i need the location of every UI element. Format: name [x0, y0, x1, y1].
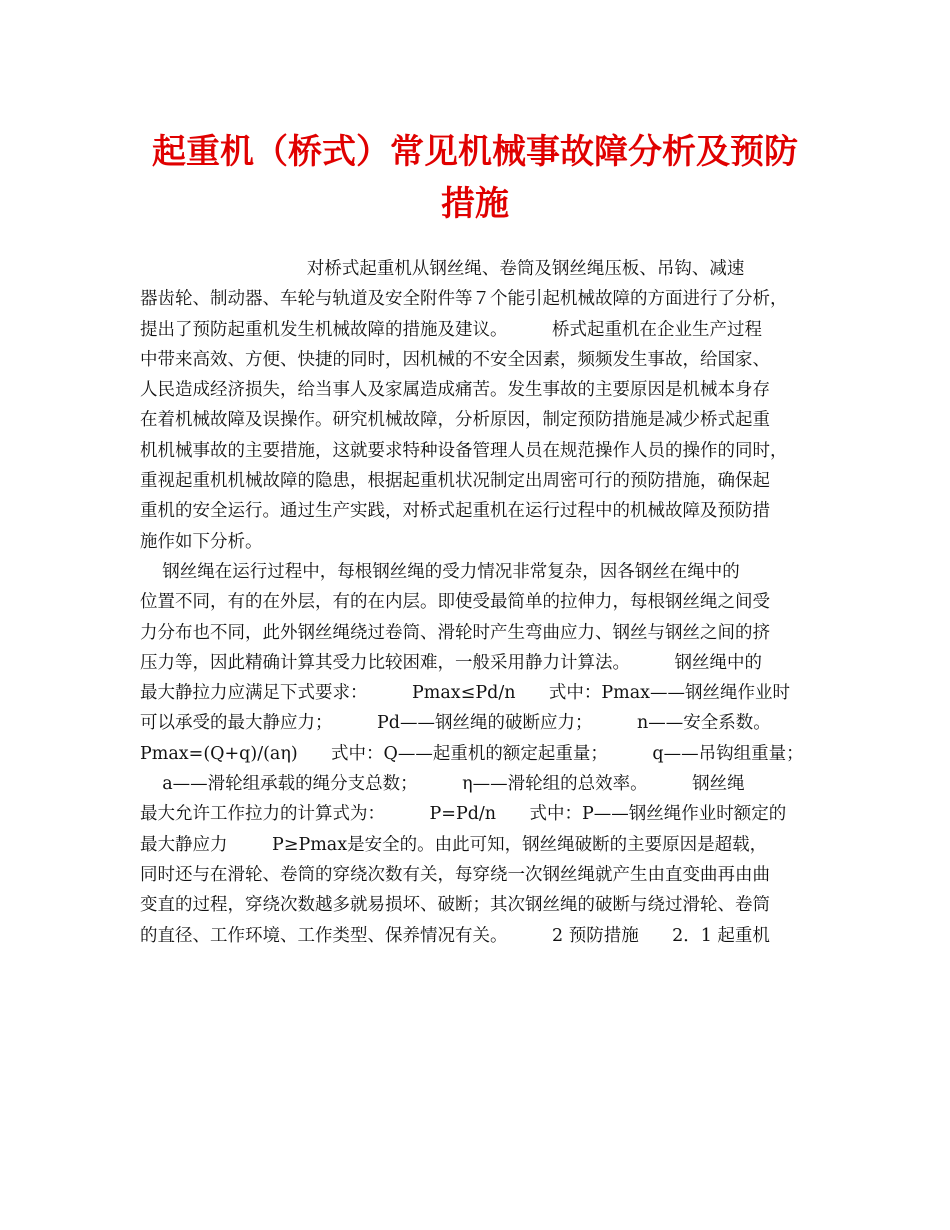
body-line: 压力等，因此精确计算其受力比较困难，一般采用静力计算法。 钢丝绳中的 — [140, 652, 762, 673]
body-line: 重视起重机机械故障的隐患，根据起重机状况制定出周密可行的预防措施，确保起 — [140, 471, 770, 492]
document-body — [140, 254, 820, 951]
body-line: 人民造成经济损失，给当事人及家属造成痛苦。发生事故的主要原因是机械本身存 — [140, 380, 770, 401]
document-title — [120, 126, 830, 230]
body-line: 的直径、工作环境、工作类型、保养情况有关。 2 预防措施 2．1 起重机 — [140, 925, 770, 946]
body-line: 钢丝绳在运行过程中，每根钢丝绳的受力情况非常复杂，因各钢丝在绳中的 — [140, 561, 740, 582]
body-line: 机机械事故的主要措施，这就要求特种设备管理人员在规范操作人员的操作的同时， — [140, 440, 788, 461]
title-line-2: 措施 — [441, 184, 509, 224]
body-line: 中带来高效、方便、快捷的同时，因机械的不安全因素，频频发生事故，给国家、 — [140, 349, 770, 370]
body-line: Pmax=(Q+q)/(aη) 式中：Q——起重机的额定起重量； q——吊钩组重量； — [140, 743, 804, 764]
body-line: 施作如下分析。 — [140, 531, 263, 552]
body-line: 最大静拉力应满足下式要求： Pmax≤Pd/n 式中：Pmax——钢丝绳作业时 — [140, 683, 791, 704]
body-line: 对桥式起重机从钢丝绳、卷筒及钢丝绳压板、吊钩、减速 — [140, 259, 745, 279]
body-line: 同时还与在滑轮、卷筒的穿绕次数有关，每穿绕一次钢丝绳就产生由直变曲再由曲 — [140, 864, 770, 885]
body-line: 最大允许工作拉力的计算式为： P=Pd/n 式中：P——钢丝绳作业时额定的 — [140, 804, 787, 825]
body-line: 最大静应力 P≥Pmax是安全的。由此可知，钢丝绳破断的主要原因是超载， — [140, 834, 768, 855]
body-line: 力分布也不同，此外钢丝绳绕过卷筒、滑轮时产生弯曲应力、钢丝与钢丝之间的挤 — [140, 622, 770, 643]
body-line: 位置不同，有的在外层，有的在内层。即使受最简单的拉伸力，每根钢丝绳之间受 — [140, 592, 770, 613]
body-line: 器齿轮、制动器、车轮与轨道及安全附件等７个能引起机械故障的方面进行了分析， — [140, 289, 788, 310]
body-line: 重机的安全运行。通过生产实践，对桥式起重机在运行过程中的机械故障及预防措 — [140, 501, 770, 522]
body-line: 可以承受的最大静应力； Pd——钢丝绳的破断应力； n——安全系数。 — [140, 713, 771, 734]
title-line-1: 起重机（桥式）常见机械事故障分析及预防 — [152, 132, 798, 172]
body-line: a——滑轮组承载的绳分支总数； η——滑轮组的总效率。 钢丝绳 — [140, 774, 745, 795]
body-line: 在着机械故障及误操作。研究机械故障，分析原因，制定预防措施是减少桥式起重 — [140, 410, 770, 431]
body-line: 提出了预防起重机发生机械故障的措施及建议。 桥式起重机在企业生产过程 — [140, 319, 762, 340]
body-line: 变直的过程，穿绕次数越多就易损坏、破断；其次钢丝绳的破断与绕过滑轮、卷筒 — [140, 895, 770, 916]
